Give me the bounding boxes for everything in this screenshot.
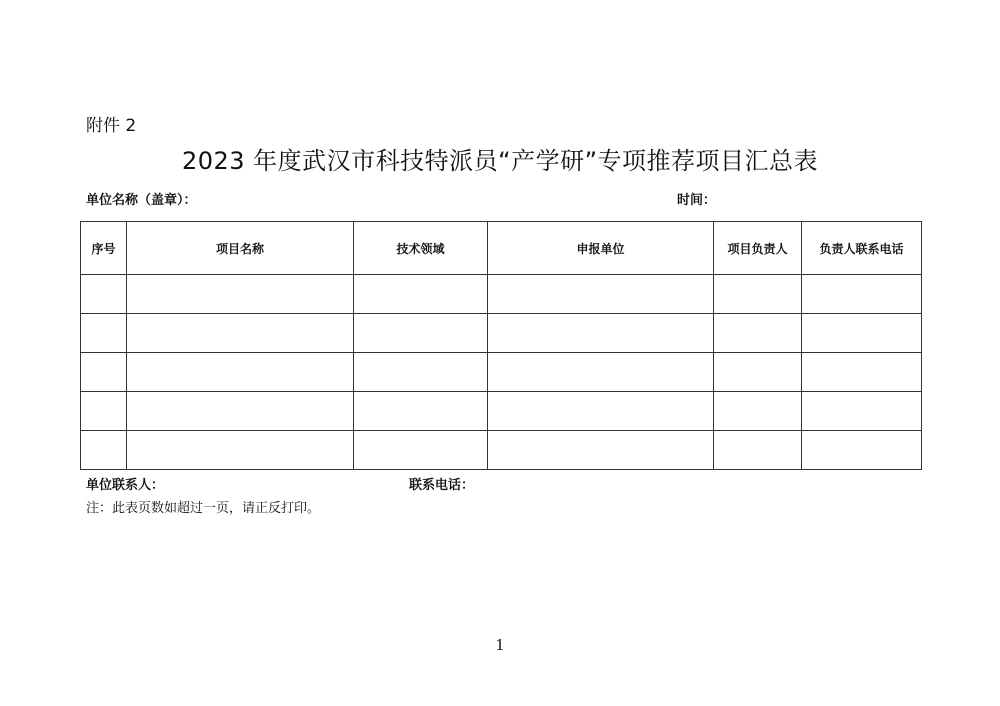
header-index: 序号 <box>81 222 127 275</box>
table-row <box>81 353 922 392</box>
table-cell <box>354 314 488 353</box>
table-cell <box>714 275 802 314</box>
table-cell <box>354 275 488 314</box>
document-title: 2023 年度武汉市科技特派员“产学研”专项推荐项目汇总表 <box>181 147 819 175</box>
attachment-label: 附件 2 <box>86 116 137 136</box>
contact-phone-label: 联系电话： <box>409 478 475 493</box>
table-cell <box>714 392 802 431</box>
header-tech-field: 技术领域 <box>354 222 488 275</box>
time-label: 时间： <box>677 193 717 208</box>
table-cell <box>354 392 488 431</box>
table-row <box>81 392 922 431</box>
page-number: 1 <box>495 636 505 654</box>
table-cell <box>127 431 354 470</box>
print-note: 注：此表页数如超过一页，请正反打印。 <box>86 501 321 516</box>
table-cell <box>488 314 714 353</box>
table-cell <box>127 392 354 431</box>
header-project-leader: 项目负责人 <box>714 222 802 275</box>
table-cell <box>802 392 922 431</box>
table-cell <box>81 392 127 431</box>
table-cell <box>802 314 922 353</box>
table-cell <box>802 275 922 314</box>
table-cell <box>488 353 714 392</box>
table-cell <box>802 353 922 392</box>
table-row <box>81 275 922 314</box>
header-applicant-unit: 申报单位 <box>488 222 714 275</box>
table-cell <box>127 353 354 392</box>
table-cell <box>714 353 802 392</box>
table-cell <box>81 353 127 392</box>
table-cell <box>714 431 802 470</box>
table-cell <box>81 314 127 353</box>
unit-name-label: 单位名称（盖章）： <box>86 193 197 208</box>
table-header-row <box>81 222 922 275</box>
contact-person-label: 单位联系人： <box>86 478 165 493</box>
table-cell <box>714 314 802 353</box>
table-cell <box>488 275 714 314</box>
table-cell <box>354 353 488 392</box>
table-cell <box>127 314 354 353</box>
summary-table <box>80 221 922 470</box>
header-leader-phone: 负责人联系电话 <box>802 222 922 275</box>
header-project-name: 项目名称 <box>127 222 354 275</box>
table-cell <box>488 392 714 431</box>
table-cell <box>127 275 354 314</box>
table-cell <box>81 431 127 470</box>
table-row <box>81 314 922 353</box>
table-cell <box>354 431 488 470</box>
table-cell <box>488 431 714 470</box>
table-cell <box>81 275 127 314</box>
table-row <box>81 431 922 470</box>
table-cell <box>802 431 922 470</box>
